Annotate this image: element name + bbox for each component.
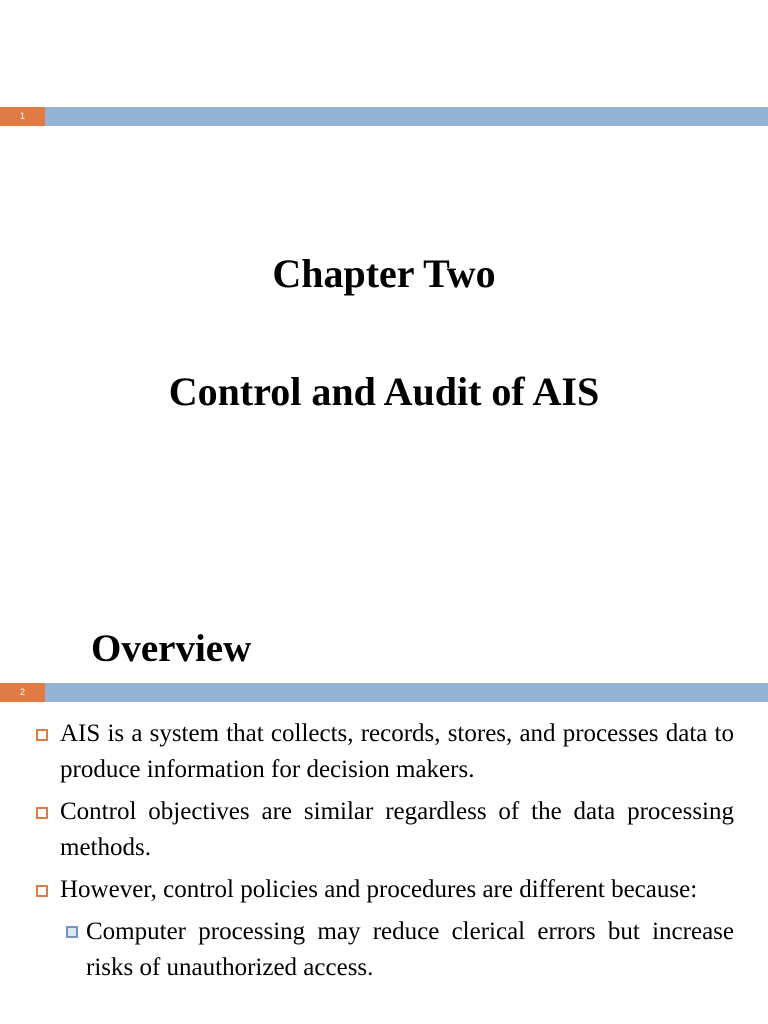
slide-1-header-bar [0,107,768,126]
bullet-text: Control objectives are similar regardless of the data processing methods. [60,798,734,861]
slide-1-number: 1 [0,107,45,126]
bullet-item [60,794,734,866]
bullet-item [60,716,734,788]
bullet-item [60,872,734,908]
sub-bullet-text: Computer processing may reduce clerical errors but increase risks of unauthorized access. [86,918,734,981]
slide-2-number: 2 [0,683,45,702]
overview-heading: Overview [91,627,252,670]
square-bullet-icon [36,885,48,897]
square-bullet-icon [36,807,48,819]
bullet-list [0,716,768,992]
chapter-title: Chapter Two [272,251,496,296]
slide-2-header-bar [0,683,768,702]
chapter-subtitle: Control and Audit of AIS [168,369,600,414]
square-bullet-icon [36,729,48,741]
filled-square-bullet-icon [66,926,78,938]
sub-bullet-item [86,914,734,986]
bullet-text: AIS is a system that collects, records, stores, and processes data to produce information for decision makers. [60,720,734,783]
bullet-text: However, control policies and procedures are different because: [60,876,698,903]
